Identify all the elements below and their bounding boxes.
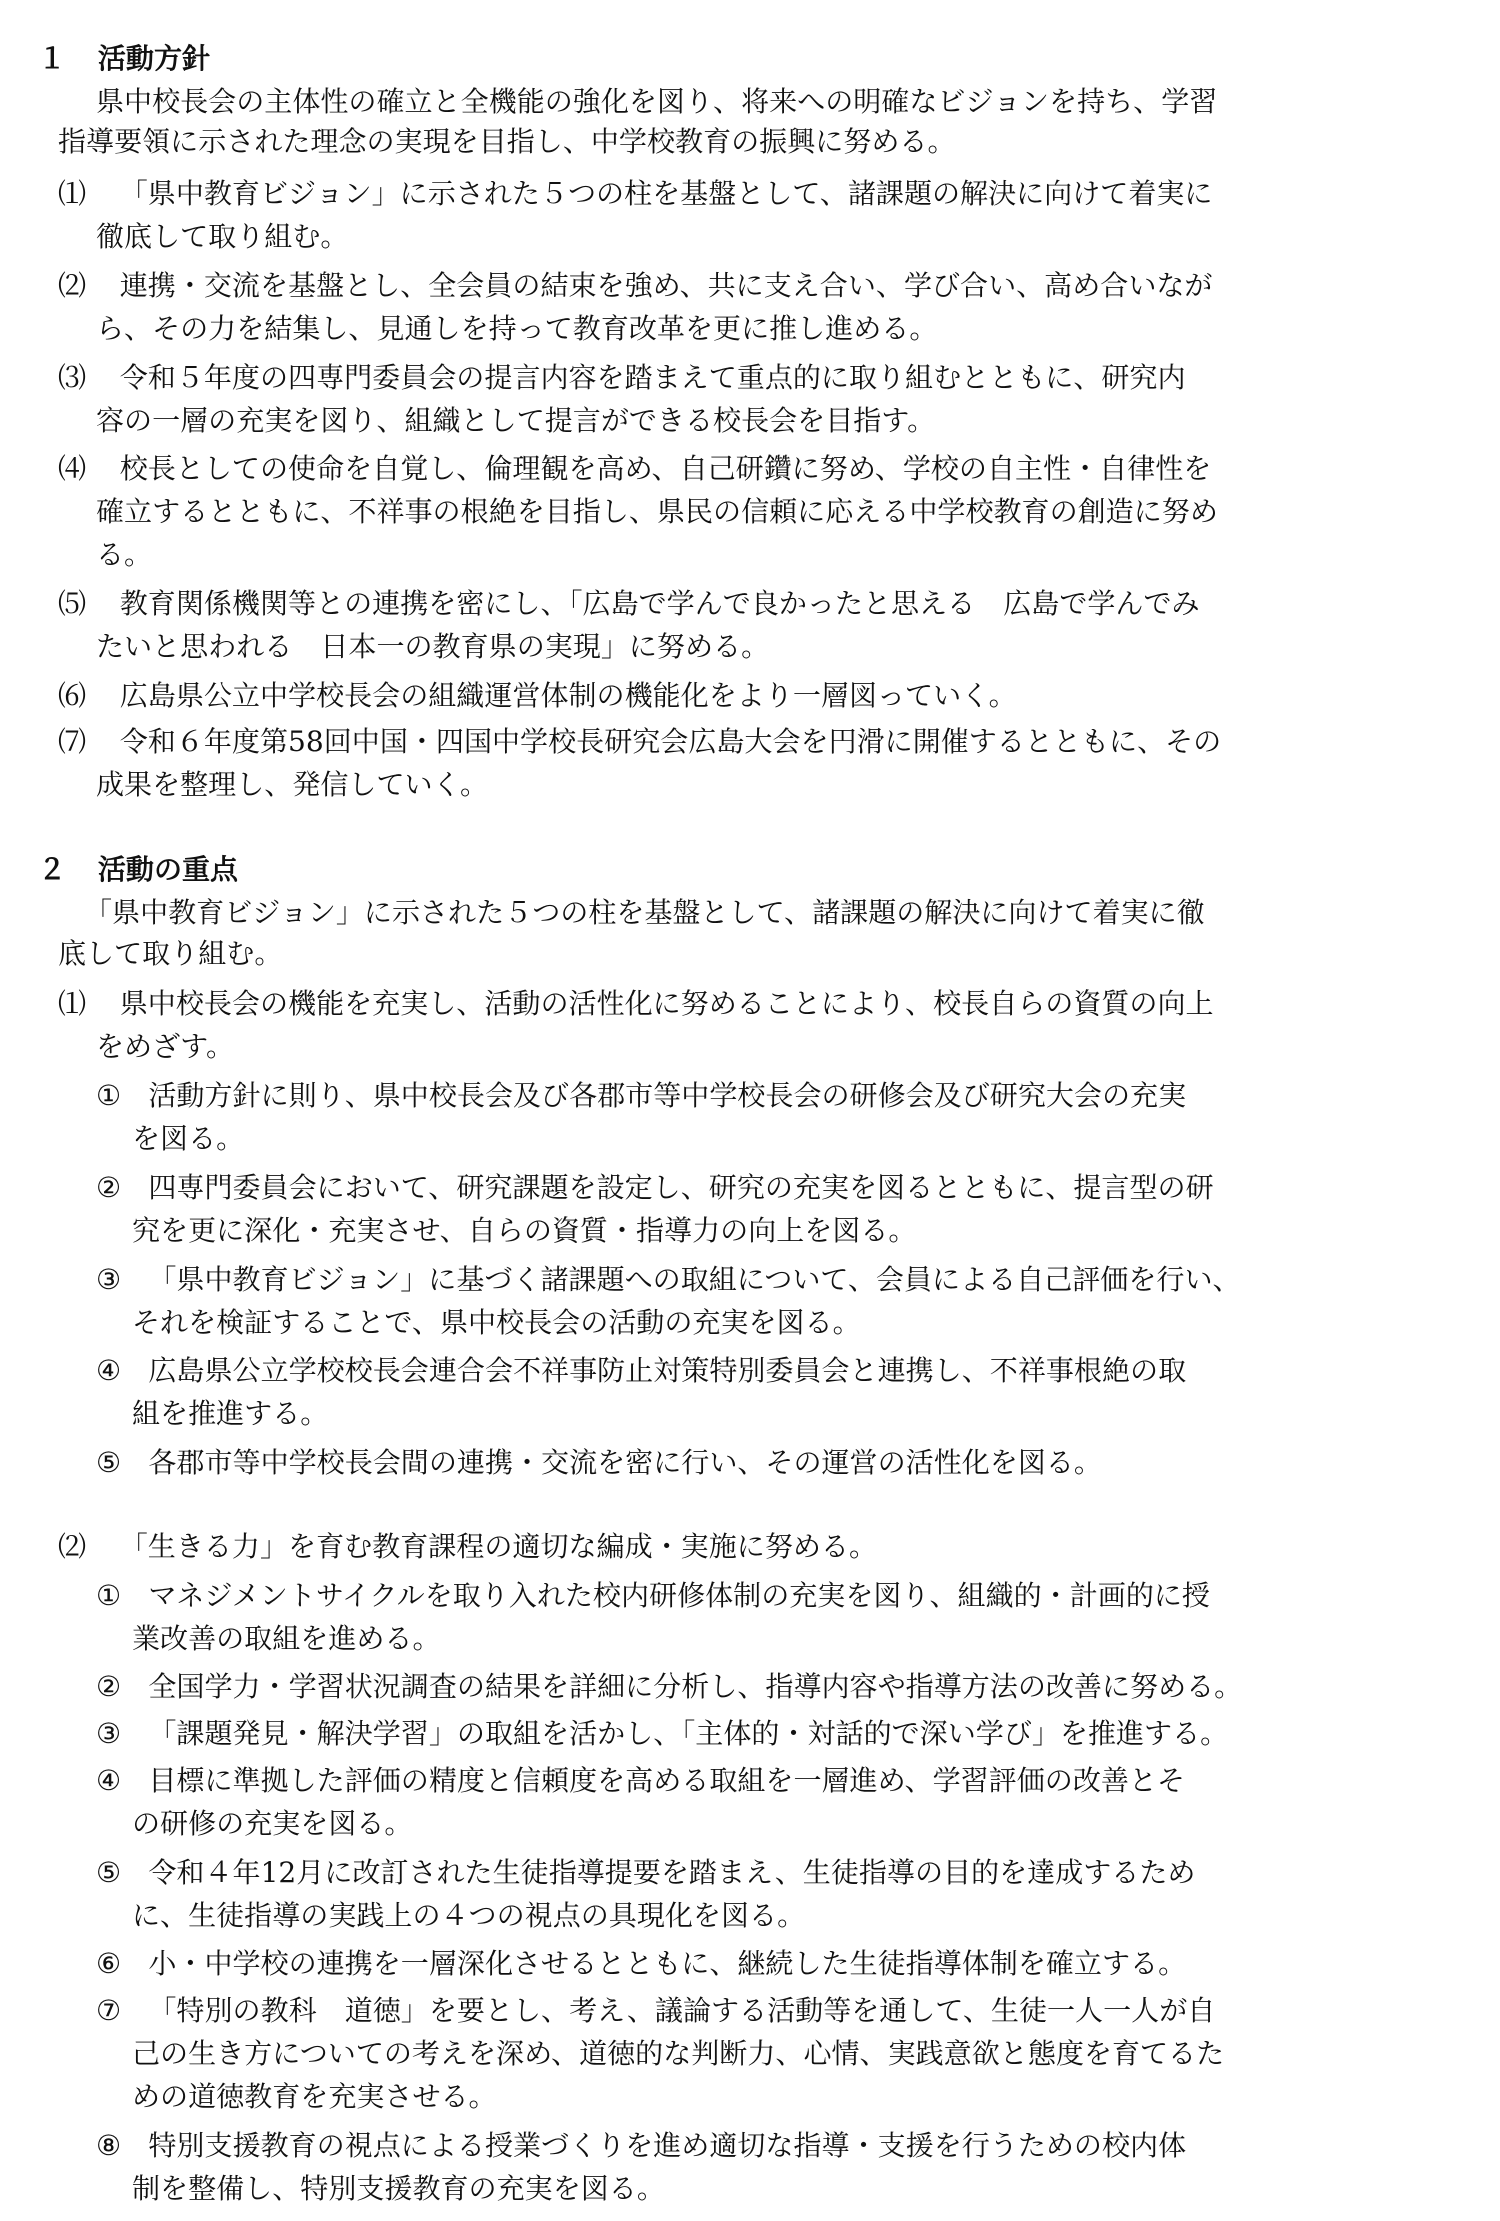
subitem-marker: ② xyxy=(96,1170,122,1204)
subitem-text: 目標に準拠した評価の精度と信頼度を高める取組を一層進め、学習評価の改善とそ xyxy=(148,1764,1186,1798)
item-marker: ⑸ xyxy=(58,586,87,620)
item-text: 「県中教育ビジョン」に示された５つの柱を基盤として、諸課題の解決に向けて着実に xyxy=(119,177,1213,211)
subitem-text-continued: それを検証することで、県中校長会の活動の充実を図る。 xyxy=(132,1305,861,1339)
item-text-continued: をめざす。 xyxy=(96,1030,234,1064)
subitem-text-continued: めの道徳教育を充実させる。 xyxy=(132,2080,497,2114)
subitem-marker: ⑧ xyxy=(96,2128,122,2162)
item-text-continued: たいと思われる 日本一の教育県の実現」に努める。 xyxy=(96,630,770,663)
subitem-marker: ⑤ xyxy=(96,1855,122,1889)
subitem-text: 特別支援教育の視点による授業づくりを進め適切な指導・支援を行うための校内体 xyxy=(148,2128,1187,2162)
focus-subitem xyxy=(96,1759,1185,1802)
subitem-text: 各郡市等中学校長会間の連携・交流を密に行い、その運営の活性化を図る。 xyxy=(148,1445,1102,1479)
item-text: 広島県公立中学校長会の組織運営体制の機能化をより一層図っていく。 xyxy=(119,678,1017,712)
focus-subitem xyxy=(96,1989,1215,2032)
focus-subitem xyxy=(96,1574,1210,1617)
item-text-continued: 成果を整理し、発信していく。 xyxy=(96,768,489,802)
subitem-text: マネジメントサイクルを取り入れた校内研修体制の充実を図り、組織的・計画的に授 xyxy=(148,1578,1210,1612)
focus-group-2 xyxy=(58,1525,877,1568)
section-number: １ xyxy=(38,42,67,76)
focus-subitem xyxy=(96,1441,1102,1484)
focus-subitem xyxy=(96,1665,1242,1708)
focus-subitem xyxy=(96,1349,1186,1392)
section-number: ２ xyxy=(38,852,67,886)
subitem-text-continued: 究を更に深化・充実させ、自らの資質・指導力の向上を図る。 xyxy=(132,1213,917,1247)
section-1-intro-line: 県中校長会の主体性の確立と全機能の強化を図り、将来への明確なビジョンを持ち、学習 xyxy=(96,85,1218,119)
subitem-marker: ① xyxy=(96,1079,122,1113)
policy-item-2 xyxy=(58,264,1212,307)
item-marker: ⑵ xyxy=(58,268,87,302)
subitem-text: 全国学力・学習状況調査の結果を詳細に分析し、指導内容や指導方法の改善に努める。 xyxy=(148,1670,1243,1704)
focus-subitem xyxy=(96,1942,1186,1985)
subitem-text-continued: を図る。 xyxy=(132,1122,245,1156)
item-text-continued: 確立するとともに、不祥事の根絶を目指し、県民の信頼に応える中学校教育の創造に努め xyxy=(96,495,1218,529)
item-text-continued: 徹底して取り組む。 xyxy=(96,220,349,254)
item-text-continued: ら、その力を結集し、見通しを持って教育改革を更に推し進める。 xyxy=(96,311,938,345)
subitem-marker: ① xyxy=(96,1578,122,1612)
focus-subitem xyxy=(96,2124,1186,2167)
subitem-text-continued: に、生徒指導の実践上の４つの視点の具現化を図る。 xyxy=(132,1898,806,1932)
subitem-text: 令和４年12月に改訂された生徒指導提要を踏まえ、生徒指導の目的を達成するため xyxy=(148,1855,1196,1889)
item-text-continued: 容の一層の充実を図り、組織として提言ができる校長会を目指す。 xyxy=(96,403,936,437)
item-text: 令和６年度第58回中国・四国中学校長研究会広島大会を円滑に開催するとともに、その xyxy=(119,725,1222,759)
item-text: 県中校長会の機能を充実し、活動の活性化に努めることにより、校長自らの資質の向上 xyxy=(119,987,1214,1021)
item-marker: ⑴ xyxy=(58,987,87,1021)
subitem-text: 「課題発見・解決学習」の取組を活かし、「主体的・対話的で深い学び」を推進する。 xyxy=(148,1717,1229,1751)
item-marker: ⑺ xyxy=(58,725,87,759)
item-marker: ⑵ xyxy=(58,1530,87,1564)
subitem-marker: ⑤ xyxy=(96,1445,122,1479)
item-text: 校長としての使命を自覚し、倫理観を高め、自己研鑽に努め、学校の自主性・自律性を xyxy=(119,452,1212,486)
policy-item-1 xyxy=(58,172,1212,215)
subitem-text: 広島県公立学校校長会連合会不祥事防止対策特別委員会と連携し、不祥事根絶の取 xyxy=(148,1354,1187,1388)
subitem-marker: ⑥ xyxy=(96,1947,122,1981)
focus-group-1 xyxy=(58,982,1214,1025)
focus-subitem xyxy=(96,1851,1195,1894)
item-marker: ⑷ xyxy=(58,452,87,486)
subitem-marker: ② xyxy=(96,1670,122,1704)
policy-item-4 xyxy=(58,447,1211,490)
section-2-intro-line: 「県中教育ビジョン」に示された５つの柱を基盤として、諸課題の解決に向けて着実に徹 xyxy=(84,895,1205,929)
subitem-text-continued: 己の生き方についての考えを深め、道徳的な判断力、心情、実践意欲と態度を育てるた xyxy=(132,2037,1225,2071)
subitem-text-continued: 組を推進する。 xyxy=(132,1397,329,1431)
subitem-text: 四専門委員会において、研究課題を設定し、研究の充実を図るとともに、提言型の研 xyxy=(148,1170,1214,1204)
subitem-text-continued: の研修の充実を図る。 xyxy=(132,1807,413,1841)
subitem-text: 小・中学校の連携を一層深化させるとともに、継続した生徒指導体制を確立する。 xyxy=(148,1947,1187,1981)
subitem-marker: ⑦ xyxy=(96,1994,122,2028)
section-title: 活動の重点 xyxy=(97,852,239,886)
subitem-text: 「県中教育ビジョン」に基づく諸課題への取組について、会員による自己評価を行い、 xyxy=(148,1262,1241,1296)
item-marker: ⑹ xyxy=(58,678,87,712)
subitem-text: 「特別の教科 道徳」を要とし、考え、議論する活動等を通して、生徒一人一人が自 xyxy=(148,1994,1216,2028)
focus-subitem xyxy=(96,1166,1214,1209)
subitem-marker: ③ xyxy=(96,1717,122,1751)
section-2-heading xyxy=(38,848,238,891)
subitem-text: 活動方針に則り、県中校長会及び各郡市等中学校長会の研修会及び研究大会の充実 xyxy=(148,1079,1187,1113)
section-1-heading xyxy=(38,37,210,80)
section-title: 活動方針 xyxy=(97,42,211,76)
item-text-continued: る。 xyxy=(96,538,153,572)
focus-subitem xyxy=(96,1074,1186,1117)
subitem-marker: ③ xyxy=(96,1262,122,1296)
policy-item-6 xyxy=(58,674,1017,717)
policy-item-5 xyxy=(58,582,1200,625)
subitem-text-continued: 業改善の取組を進める。 xyxy=(132,1621,441,1655)
item-text: 連携・交流を基盤とし、全会員の結束を強め、共に支え合い、学び合い、高め合いなが xyxy=(119,268,1213,302)
section-1-intro-line: 指導要領に示された理念の実現を目指し、中学校教育の振興に努める。 xyxy=(58,124,956,158)
subitem-text-continued: 制を整備し、特別支援教育の充実を図る。 xyxy=(132,2171,665,2205)
section-2-intro-line: 底して取り組む。 xyxy=(58,936,283,970)
subitem-marker: ④ xyxy=(96,1354,122,1388)
policy-item-7 xyxy=(58,720,1221,763)
item-text: 「生きる力」を育む教育課程の適切な編成・実施に努める。 xyxy=(119,1530,878,1564)
focus-subitem xyxy=(96,1712,1228,1755)
subitem-marker: ④ xyxy=(96,1764,122,1798)
item-marker: ⑴ xyxy=(58,177,87,211)
item-text: 教育関係機関等との連携を密にし、「広島で学んで良かったと思える 広島で学んでみ xyxy=(119,586,1200,620)
item-marker: ⑶ xyxy=(58,360,87,394)
focus-subitem xyxy=(96,1258,1241,1301)
policy-item-3 xyxy=(58,356,1186,399)
item-text: 令和５年度の四専門委員会の提言内容を踏まえて重点的に取り組むとともに、研究内 xyxy=(119,360,1186,394)
